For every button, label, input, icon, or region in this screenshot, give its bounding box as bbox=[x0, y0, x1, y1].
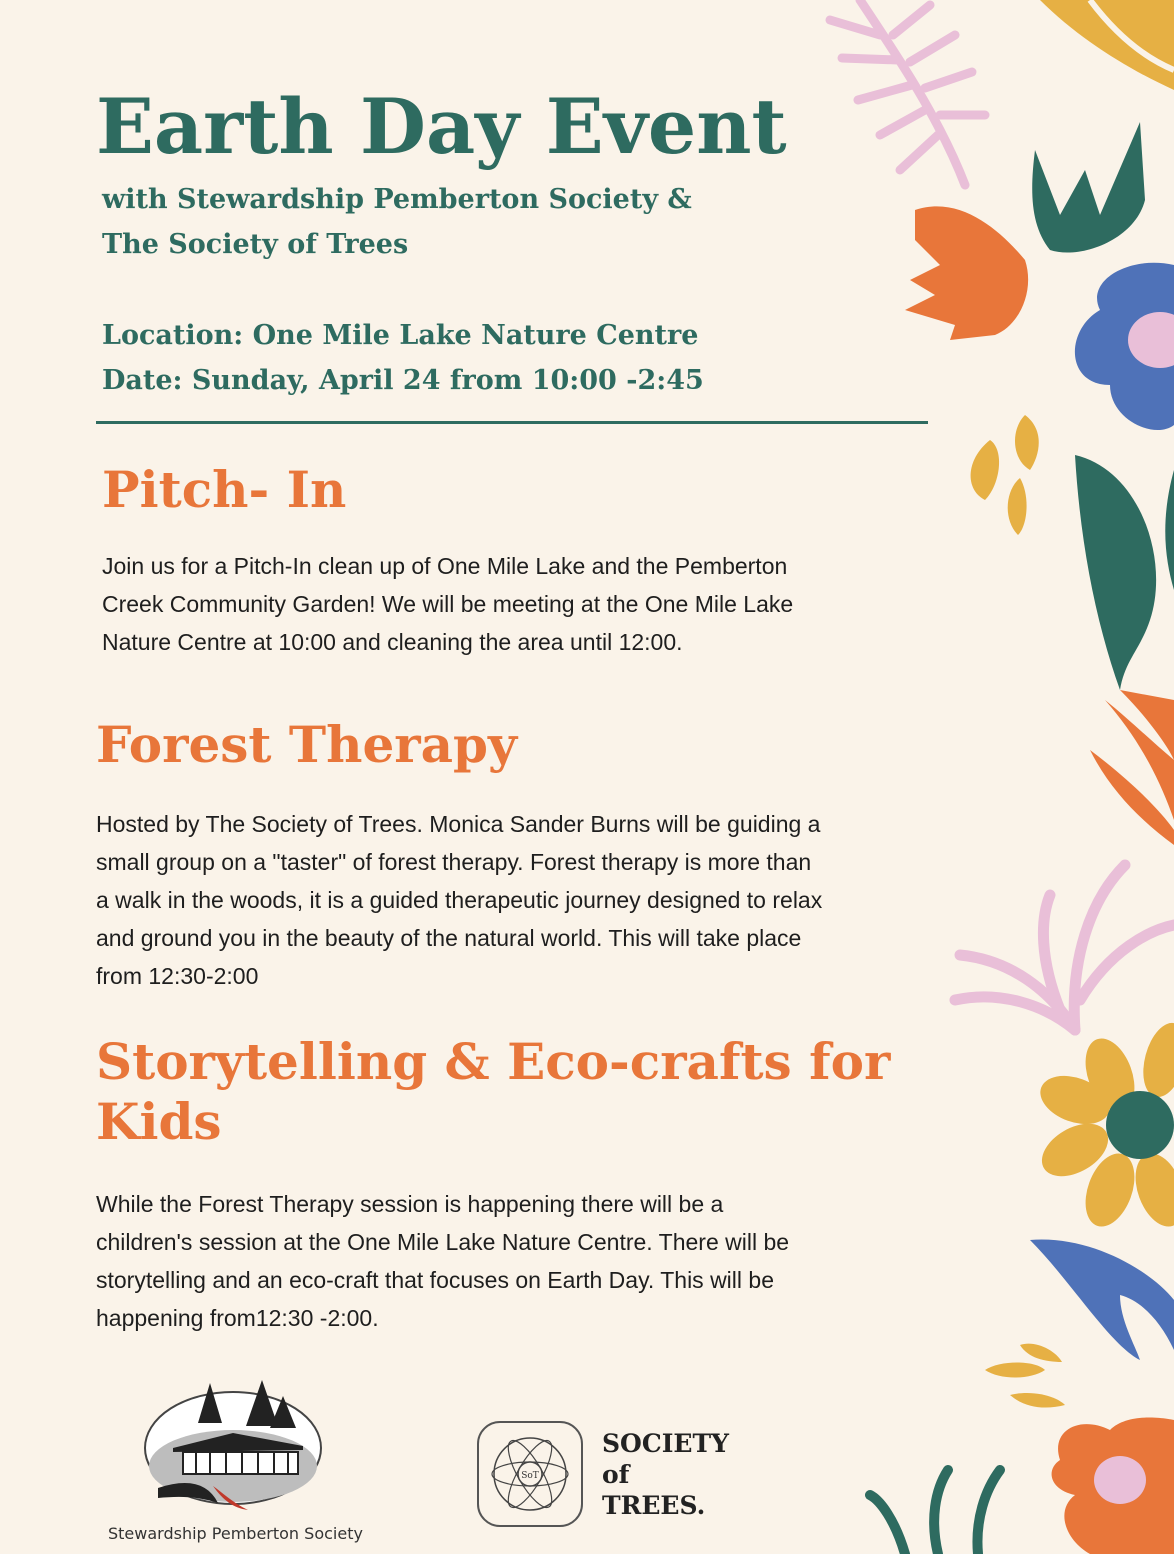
society-of-trees-seal-icon bbox=[476, 1420, 584, 1528]
body-line: Nature Centre at 10:00 and cleaning the area until 12:00. bbox=[102, 629, 683, 655]
wordmark-line: SOCIETY bbox=[602, 1429, 729, 1458]
body-line: a walk in the woods, it is a guided therapeutic journey designed to relax bbox=[96, 887, 823, 913]
stewardship-pemberton-caption: Stewardship Pemberton Society bbox=[108, 1524, 363, 1543]
pink-fern-icon bbox=[830, 0, 985, 185]
stewardship-pemberton-logo bbox=[138, 1378, 328, 1518]
pink-plant-icon bbox=[955, 865, 1174, 1030]
section-heading-forest-therapy: Forest Therapy bbox=[96, 715, 518, 774]
event-subtitle: with Stewardship Pemberton Society & bbox=[102, 184, 692, 215]
section-heading-pitch-in: Pitch- In bbox=[102, 460, 347, 519]
body-line: While the Forest Therapy session is happening there will be a bbox=[96, 1191, 724, 1217]
section-heading-storytelling bbox=[96, 1032, 890, 1152]
body-line: and ground you in the beauty of the natural world. This will take place bbox=[96, 925, 802, 951]
yellow-leaf-icon bbox=[1040, 0, 1174, 90]
event-date: Date: Sunday, April 24 from 10:00 -2:45 bbox=[102, 365, 704, 396]
divider bbox=[96, 421, 928, 424]
heading-line: Kids bbox=[96, 1092, 222, 1151]
yellow-petal-icon bbox=[971, 440, 999, 500]
body-line: from 12:30-2:00 bbox=[96, 963, 259, 989]
wordmark-line: TREES. bbox=[602, 1491, 706, 1520]
body-line: storytelling and an eco-craft that focuses on Earth Day. This will be bbox=[96, 1267, 774, 1293]
section-body-pitch-in bbox=[102, 547, 793, 661]
seal-text: SoT bbox=[521, 1471, 539, 1481]
event-title: Earth Day Event bbox=[96, 82, 787, 171]
orange-flower-icon bbox=[905, 206, 1028, 340]
wordmark-line: of bbox=[602, 1460, 630, 1489]
section-body-forest-therapy bbox=[96, 805, 822, 995]
body-line: Join us for a Pitch-In clean up of One Mile Lake and the Pemberton bbox=[102, 553, 788, 579]
teal-leaf-icon bbox=[1075, 455, 1156, 690]
teal-leaf-icon bbox=[1032, 122, 1145, 253]
heading-line: Storytelling & Eco-crafts for bbox=[96, 1032, 891, 1091]
society-of-trees-wordmark bbox=[602, 1428, 729, 1521]
event-subtitle: The Society of Trees bbox=[102, 229, 409, 260]
event-location: Location: One Mile Lake Nature Centre bbox=[102, 320, 699, 351]
body-line: happening from12:30 -2:00. bbox=[96, 1305, 379, 1331]
body-line: children's session at the One Mile Lake Nature Centre. There will be bbox=[96, 1229, 790, 1255]
section-body-storytelling bbox=[96, 1185, 789, 1337]
teal-grass-icon bbox=[870, 1470, 1000, 1554]
body-line: Hosted by The Society of Trees. Monica Sander Burns will be guiding a bbox=[96, 811, 821, 837]
blue-leaf-icon bbox=[1030, 1240, 1174, 1360]
body-line: Creek Community Garden! We will be meeting at the One Mile Lake bbox=[102, 591, 794, 617]
body-line: small group on a "taster" of forest therapy. Forest therapy is more than bbox=[96, 849, 812, 875]
